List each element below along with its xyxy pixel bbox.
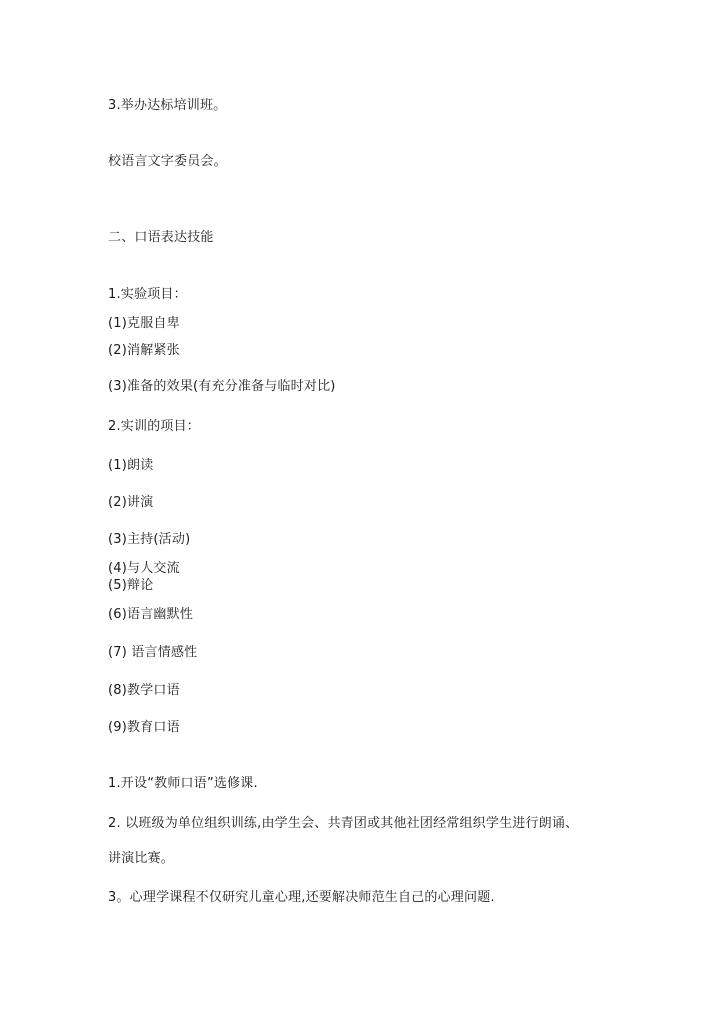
text-line-class-training: 2. 以班级为单位组织训练,由学生会、共青团或其他社团经常组织学生进行朗诵、 <box>108 816 579 831</box>
list-item: (7) 语言情感性 <box>108 645 198 660</box>
list-item: (4)与人交流 <box>108 561 180 576</box>
list-item: (8)教学口语 <box>108 683 180 698</box>
list-item: (2)讲演 <box>108 495 154 510</box>
list-item: (5)辩论 <box>108 578 154 593</box>
text-line-psychology-course: 3。心理学课程不仅研究儿童心理,还要解决师范生自己的心理问题. <box>108 890 495 905</box>
list-item: (3)准备的效果(有充分准备与临时对比) <box>108 379 336 394</box>
text-line-experiment-items: 1.实验项目： <box>108 287 187 302</box>
list-item: (2)消解紧张 <box>108 343 180 358</box>
text-line-training-class: 3.举办达标培训班。 <box>108 98 227 113</box>
section-heading-oral-skills: 二、口语表达技能 <box>108 230 214 245</box>
list-item: (1)克服自卑 <box>108 316 180 331</box>
text-line-language-committee: 校语言文字委员会。 <box>108 154 227 169</box>
list-item: (6)语言幽默性 <box>108 607 194 622</box>
text-line-speech-contest: 讲演比赛。 <box>108 851 175 866</box>
list-item: (3)主持(活动) <box>108 532 191 547</box>
list-item: (9)教育口语 <box>108 720 180 735</box>
text-line-training-items: 2.实训的项目： <box>108 419 201 434</box>
list-item: (1)朗读 <box>108 458 154 473</box>
text-line-elective-course: 1.开设“教师口语”选修课. <box>108 776 258 791</box>
